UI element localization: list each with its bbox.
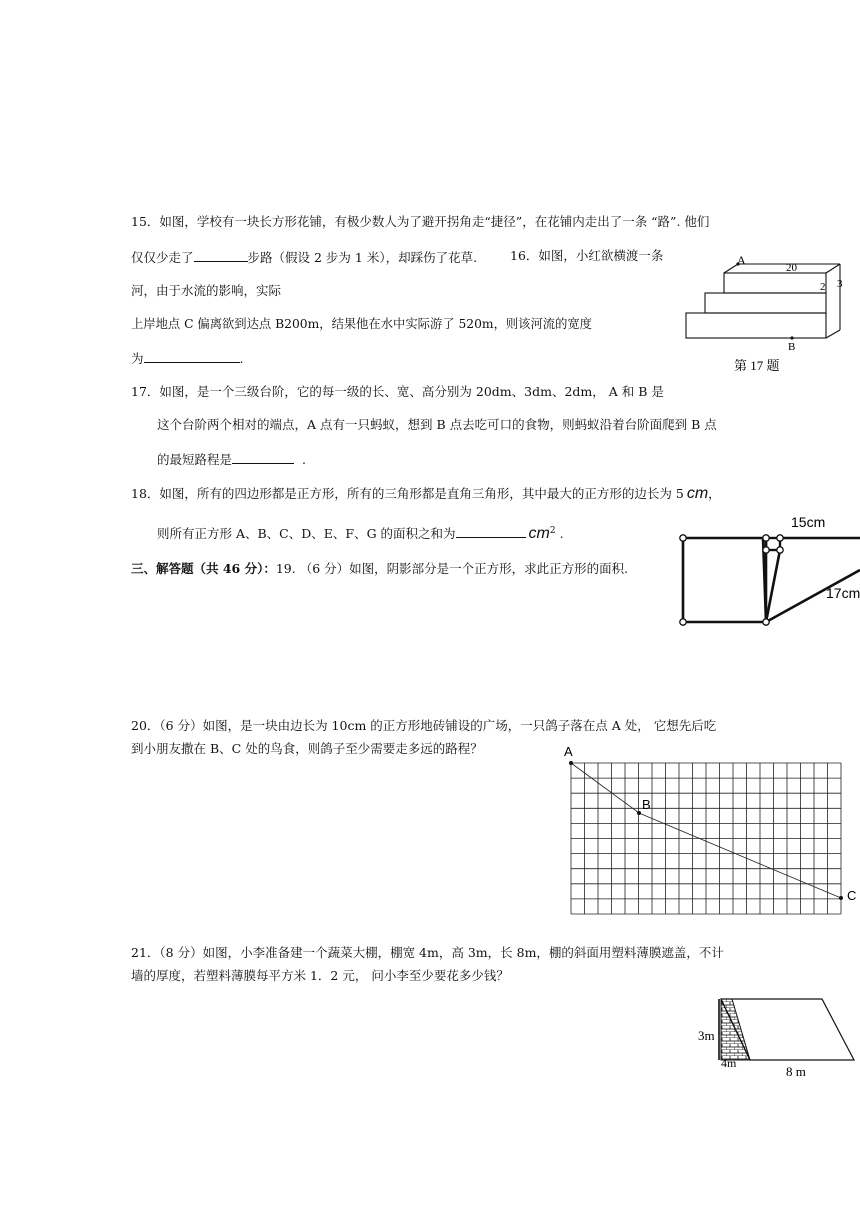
point-b-dot <box>790 336 793 339</box>
q19-line <box>131 563 628 576</box>
greenhouse-figure <box>694 990 860 1082</box>
q21-line1: 21．（8 分）如图，小李准备建一个蔬菜大棚，棚宽 4m，高 3m，长 8m，棚的斜面用塑料薄膜遮盖，不计 <box>131 945 724 960</box>
q16-answer-blank[interactable] <box>144 351 240 363</box>
fig19-label-15: 15cm <box>791 514 826 530</box>
q18-sup: 2 <box>549 525 556 536</box>
point-a-dot <box>569 761 573 765</box>
q18-line1-post: ， <box>708 486 721 501</box>
fig21-label-3m: 3m <box>698 1028 715 1043</box>
q18-line2-post: . <box>559 526 564 541</box>
point-b-dot <box>637 811 641 815</box>
fig17-label-2: 2 <box>820 281 826 293</box>
fig17-label-a: A <box>737 255 746 267</box>
q16-line3: 上岸地点 C 偏离欲到达点 B200m，结果他在水中实际游了 520m，则该河流的宽度 <box>131 317 592 331</box>
q17-line1: 17．如图，是一个三级台阶，它的每一级的长、宽、高分别为 20dm、3dm、2dm， A 和 B 是 <box>131 384 664 399</box>
q19-text: 19. （6 分）如图，阴影部分是一个正方形，求此正方形的面积. <box>275 561 629 576</box>
grid-figure <box>560 740 860 920</box>
q17-line3 <box>157 452 306 467</box>
q15-line1: 15．如图，学校有一块长方形花铺，有极少数人为了避开拐角走“捷径”，在花铺内走出了一条 “路”. 他们 <box>131 214 710 229</box>
square-triangle-figure <box>676 510 860 630</box>
q20-line1: 20．（6 分）如图，是一块由边长为 10cm 的正方形地砖铺设的广场，一只鸽子落在点 A 处， 它想先后吃 <box>131 718 717 733</box>
staircase-figure <box>682 255 852 375</box>
fig17-label-3: 3 <box>837 278 843 290</box>
fig19-label-17: 17cm <box>826 585 860 601</box>
q16-intro: 16．如图，小红欲横渡一条 <box>510 248 664 263</box>
fig21-label-8m: 8 m <box>786 1064 806 1079</box>
q18-line1 <box>131 486 721 502</box>
fig17-label-20: 20 <box>786 262 797 274</box>
fig21-label-4m: 4m <box>721 1056 737 1070</box>
q15-line2 <box>131 250 477 265</box>
q18-unit: cm <box>686 485 709 502</box>
fig20-label-c: C <box>847 888 857 903</box>
q18-line2-pre: 则所有正方形 A、B、C、D、E、F、G 的面积之和为 <box>157 526 456 541</box>
fig20-label-b: B <box>642 797 651 812</box>
q18-line2 <box>157 526 564 542</box>
q15-line2-post: 步路（假设 2 步为 1 米），却踩伤了花草. <box>247 250 478 265</box>
q16-line4-post: . <box>239 351 244 366</box>
fig17-caption: 第 17 题 <box>734 358 780 373</box>
q20-line2: 到小朋友撒在 B、C 处的鸟食，则鸽子至少需要走多远的路程？ <box>131 741 483 756</box>
q17-answer-blank[interactable] <box>232 452 294 464</box>
q16-line2: 河，由于水流的影响，实际 <box>131 283 282 298</box>
section3-heading: 三、解答题（共 46 分）： <box>131 561 276 576</box>
point-c-dot <box>839 896 843 900</box>
fig20-label-a: A <box>564 744 573 759</box>
q18-unit-2: cm <box>528 525 550 542</box>
q16-line4-pre: 为 <box>131 351 144 366</box>
q21-line2: 墙的厚度，若塑料薄膜每平方米 1．2 元， 问小李至少要花多少钱？ <box>131 968 509 983</box>
q17-line3-post: . <box>302 452 306 467</box>
fig17-label-b: B <box>788 341 796 353</box>
grid-lines <box>571 763 841 914</box>
q15-answer-blank[interactable] <box>194 250 248 262</box>
q15-line2-pre: 仅仅少走了 <box>131 250 194 265</box>
q18-answer-blank[interactable] <box>456 526 526 538</box>
q16-line4 <box>131 351 244 366</box>
q17-line2: 这个台阶两个相对的端点，A 点有一只蚂蚁，想到 B 点去吃可口的食物，则蚂蚁沿着台阶面爬到 B 点 <box>157 417 717 432</box>
q17-line3-pre: 的最短路程是 <box>157 452 233 467</box>
q18-line1-pre: 18．如图，所有的四边形都是正方形，所有的三角形都是直角三角形，其中最大的正方形的边长为 5 <box>131 486 684 501</box>
